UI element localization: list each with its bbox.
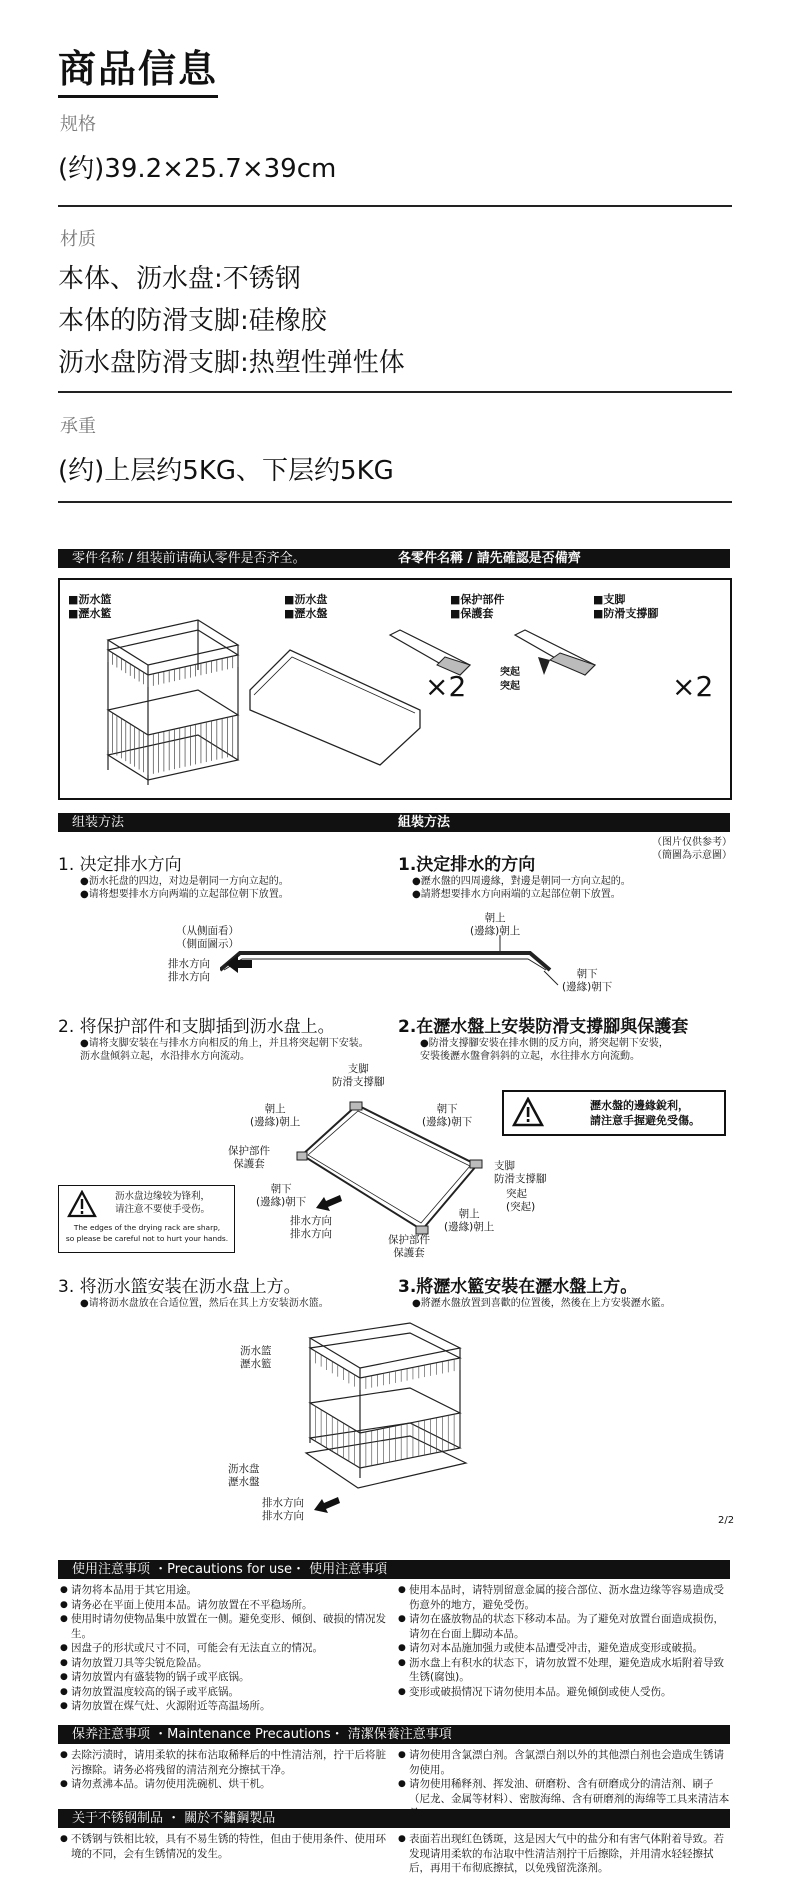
- spec-value-load: (约)上层约5KG、下层约5KG: [58, 456, 394, 486]
- list-item: ● 请勿在盛放物品的状态下移动本品。为了避免对放置台面造成损伤，请勿在台面上脚动本品。: [398, 1612, 730, 1641]
- list-item: ● 请勿放置在煤气灶、火源附近等高温场所。: [60, 1699, 390, 1714]
- maintenance-bar: [58, 1725, 730, 1744]
- list-item: ● 请勿煮沸本品。请勿使用洗碗机、烘干机。: [60, 1777, 390, 1792]
- step2-title-tc: 2.在瀝水盤上安裝防滑支撐腳與保護套: [398, 1017, 689, 1037]
- warning-icon: [512, 1097, 544, 1127]
- foot-illustration: [510, 625, 600, 685]
- stainless-bar-text: 关于不锈钢制品 ・ 關於不鏽鋼製品: [72, 1811, 276, 1826]
- step1-notes-sc: ●沥水托盘的四边，对边是朝同一方向立起的。 ●请将想要排水方向两端的立起部位朝下放置。: [80, 876, 289, 900]
- spec-value-material-2: 本体的防滑支脚:硅橡胶: [58, 306, 327, 336]
- step2-label-down2: 朝下 (邊緣)朝下: [256, 1183, 307, 1208]
- list-item: ● 请勿放置温度较高的锅子或平底锅。: [60, 1685, 390, 1700]
- step3-notes-tc: ●將瀝水盤放置到喜歡的位置後，然後在上方安裝瀝水籃。: [412, 1298, 671, 1309]
- foot-bump-label: 突起 突起: [500, 667, 520, 692]
- step1-drain-arrow-icon: [226, 955, 252, 973]
- list-item: ● 沥水盘上有积水的状态下，请勿放置不处理，避免造成水垢附着导致生锈(腐蚀)。: [398, 1656, 730, 1685]
- step2-label-up2: 朝上 (邊緣)朝上: [444, 1208, 495, 1233]
- precautions-list-right: [398, 1583, 730, 1699]
- parts-bar: [58, 549, 730, 568]
- step3-title-tc: 3.將瀝水籃安裝在瀝水盤上方。: [398, 1277, 638, 1297]
- list-item: ● 表面若出现红色锈斑，这是因大气中的盐分和有害气体附着导致。若发现请用柔软的布沾取中性清洁剂拧干后擦除，并用清水轻轻擦拭后，再用干布彻底擦拭，以免残留洗涤剂。: [398, 1832, 730, 1876]
- list-item: ● 请勿放置内有盛装物的锅子或平底锅。: [60, 1670, 390, 1685]
- maintenance-list-left: [60, 1748, 390, 1792]
- sharp-edge-warning-sc: [58, 1185, 235, 1253]
- foot-qty: ×2: [672, 670, 714, 703]
- spec-label-load: 承重: [60, 416, 96, 437]
- step1-up-label: 朝上 (邊緣)朝上: [470, 912, 521, 937]
- step1-down-label: 朝下 (邊緣)朝下: [562, 968, 613, 993]
- stainless-bar: [58, 1809, 730, 1828]
- step2-title-sc: 2. 将保护部件和支脚插到沥水盘上。: [58, 1017, 335, 1037]
- step2-label-down1: 朝下 (邊緣)朝下: [422, 1103, 473, 1128]
- warning-text-tc: 瀝水盤的邊緣銳利， 請注意手握避免受傷。: [590, 1099, 700, 1127]
- step3-label-drain: 排水方向 排水方向: [262, 1497, 304, 1522]
- list-item: ● 请勿放置刀具等尖锐危险品。: [60, 1656, 390, 1671]
- list-item: ● 请勿将本品用于其它用途。: [60, 1583, 390, 1598]
- basket-illustration: [88, 610, 248, 790]
- spec-value-size: (约)39.2×25.7×39cm: [58, 154, 337, 184]
- page-number: 2/2: [718, 1515, 735, 1526]
- list-item: ● 请务必在平面上使用本品。请勿放置在不平稳场所。: [60, 1598, 390, 1613]
- spec-value-material-1: 本体、沥水盘:不锈钢: [58, 264, 301, 294]
- step1-tray-side-diagram: [220, 935, 570, 1005]
- part-label-foot: ■支脚 ■防滑支撐腳: [593, 593, 659, 620]
- parts-bar-right: 各零件名稱 / 請先確認是否備齊: [398, 551, 581, 566]
- list-item: ● 使用时请勿使物品集中放置在一侧。避免变形、倾倒、破损的情况发生。: [60, 1612, 390, 1641]
- parts-box: [58, 578, 732, 800]
- part-label-tray: ■沥水盘 ■瀝水盤: [284, 593, 328, 620]
- step2-label-guard1: 保护部件 保護套: [228, 1145, 270, 1170]
- assembly-bar-right: 組裝方法: [398, 815, 451, 830]
- step3-label-tray: 沥水盘 瀝水盤: [228, 1463, 260, 1488]
- list-item: ● 去除污渍时，请用柔软的抹布沾取稀释后的中性清洁剂，拧干后将脏污擦除。请务必将残留的清洁剂充分擦拭干净。: [60, 1748, 390, 1777]
- step2-notes-tc: ●防滑支撐腳安裝在排水側的反方向，將突起朝下安裝， 安裝後瀝水盤會斜斜的立起，水往排水方向流動。: [420, 1038, 669, 1062]
- step3-assembly-diagram: [300, 1318, 470, 1508]
- spec-label-material: 材质: [60, 229, 96, 250]
- step1-side-view-label: （从侧面看） （側面圖示）: [176, 925, 239, 950]
- step3-notes-sc: ●请将沥水盘放在合适位置，然后在其上方安装沥水篮。: [80, 1298, 329, 1309]
- step1-title-sc: 1. 决定排水方向: [58, 855, 182, 875]
- warning-text-en: The edges of the drying rack are sharp, so please be careful not to hurt your hands.: [65, 1223, 229, 1243]
- reference-note: （图片仅供参考） （簡圖為示意圖）: [652, 837, 732, 861]
- parts-bar-left: 零件名称 / 组装前请确认零件是否齐全。: [72, 551, 306, 566]
- maintenance-bar-text: 保养注意事项 ・Maintenance Precautions・ 清潔保養注意事項: [72, 1727, 452, 1742]
- spec-label-size: 规格: [60, 114, 96, 135]
- assembly-bar-left: 组装方法: [72, 815, 125, 830]
- guard-qty: ×2: [425, 670, 467, 703]
- precautions-list-left: [60, 1583, 390, 1714]
- divider: [58, 205, 732, 207]
- stainless-list-right: [398, 1832, 730, 1876]
- step3-drain-arrow-icon: [314, 1497, 340, 1513]
- step2-label-foot-top: 支脚 防滑支撐腳: [332, 1063, 385, 1088]
- step3-label-basket: 沥水篮 瀝水籃: [240, 1345, 272, 1370]
- list-item: ● 请勿使用含氯漂白剂。含氯漂白剂以外的其他漂白剂也会造成生锈请勿使用。: [398, 1748, 730, 1777]
- warning-icon: [67, 1190, 97, 1218]
- step2-label-drain: 排水方向 排水方向: [290, 1215, 332, 1240]
- step3-title-sc: 3. 将沥水篮安装在沥水盘上方。: [58, 1277, 301, 1297]
- divider: [58, 391, 732, 393]
- stainless-list-left: [60, 1832, 390, 1861]
- list-item: ● 不锈钢与铁相比较，具有不易生锈的特性，但由于使用条件、使用环境的不同，会有生锈情况的发生。: [60, 1832, 390, 1861]
- part-label-basket: ■沥水篮 ■瀝水籃: [68, 593, 112, 620]
- list-item: ● 因盘子的形状或尺寸不同，可能会有无法直立的情况。: [60, 1641, 390, 1656]
- step2-drain-arrow-icon: [316, 1195, 342, 1211]
- step2-notes-sc: ●请将支脚安装在与排水方向相反的角上，并且将突起朝下安装。 沥水盘倾斜立起，水沿排水方向流动。: [80, 1038, 369, 1062]
- step2-label-bump: 突起 (突起): [506, 1188, 536, 1213]
- sharp-edge-warning-tc: [502, 1090, 726, 1136]
- list-item: ● 请勿对本品施加强力或使本品遭受冲击，避免造成变形或破损。: [398, 1641, 730, 1656]
- step1-drain-label: 排水方向 排水方向: [168, 958, 210, 983]
- step2-label-guard2: 保护部件 保護套: [388, 1234, 430, 1259]
- part-label-guard: ■保护部件 ■保護套: [450, 593, 505, 620]
- spec-value-material-3: 沥水盘防滑支脚:热塑性弹性体: [58, 348, 405, 378]
- step2-label-foot2: 支脚 防滑支撐腳: [494, 1160, 547, 1185]
- divider: [58, 501, 732, 503]
- list-item: ● 使用本品时，请特别留意金属的接合部位、沥水盘边缘等容易造成受伤意外的地方，避免受伤。: [398, 1583, 730, 1612]
- precautions-bar-text: 使用注意事项 ・Precautions for use・ 使用注意事項: [72, 1562, 388, 1577]
- precautions-bar: [58, 1560, 730, 1579]
- list-item: ● 请勿使用稀释剂、挥发油、研磨粉、含有研磨成分的清洁剂、刷子（尼龙、金属等材料）、密胺海绵、含有研磨剂的海绵等工具来清洁本: [398, 1777, 730, 1821]
- warning-text-sc: 沥水盘边缘较为锋利， 请注意不要使手受伤。: [115, 1191, 211, 1215]
- page-title: 商品信息: [58, 38, 218, 98]
- assembly-bar: [58, 813, 730, 832]
- step2-label-up1: 朝上 (邊緣)朝上: [250, 1103, 301, 1128]
- list-item: ● 变形或破损情况下请勿使用本品。避免倾倒或使人受伤。: [398, 1685, 730, 1700]
- step1-title-tc: 1.決定排水的方向: [398, 855, 536, 875]
- step1-notes-tc: ●瀝水盤的四周邊緣，對邊是朝同一方向立起的。 ●請將想要排水方向兩端的立起部位朝下放置。: [412, 876, 631, 900]
